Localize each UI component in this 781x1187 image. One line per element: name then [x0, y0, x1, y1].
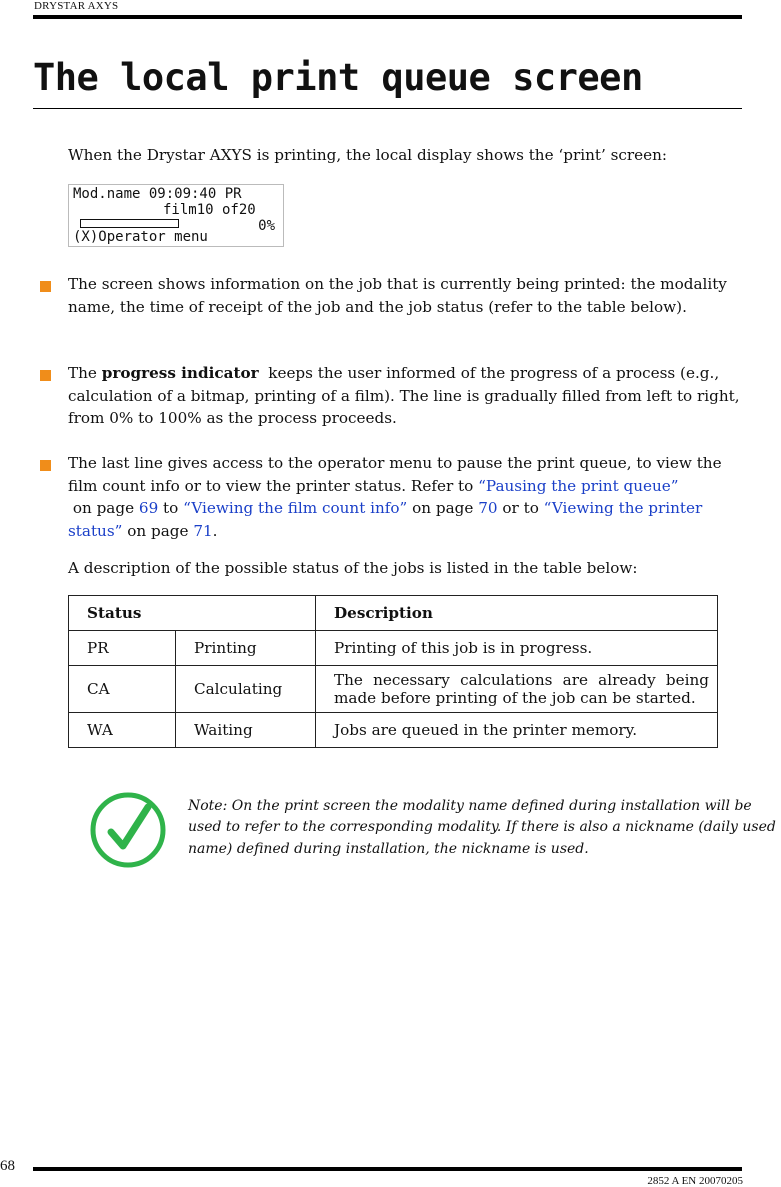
link-page-70[interactable]: 70: [478, 499, 498, 517]
lcd-line-film-count: film10 of20: [163, 202, 256, 218]
table-row: [69, 631, 718, 666]
bullet-operator-menu: The last line gives access to the operator menu to pause the print queue, to view the film count info or to view the printer status. Refer to “Pausing the print queue” on page 69 to “Viewing the film count info” on page 70 or to “Viewing the printer status” on page 71.: [68, 454, 722, 540]
status-code: WA: [69, 713, 176, 748]
document-id: 2852 A EN 20070205: [647, 1175, 743, 1187]
progress-indicator-term: progress indicator: [101, 364, 259, 382]
status-description: Printing of this job is in progress.: [316, 631, 718, 666]
table-row: [69, 713, 718, 748]
page-title: The local print queue screen: [33, 56, 643, 99]
status-description: The necessary calculations are already being made before printing of the job can be started.: [316, 666, 718, 713]
status-description: Jobs are queued in the printer memory.: [316, 713, 718, 748]
lcd-print-screen: [68, 184, 284, 247]
lcd-progress-bar: [80, 219, 179, 228]
footer-rule: [33, 1167, 742, 1171]
page-number: 68: [0, 1158, 15, 1174]
table-header-row: [69, 596, 718, 631]
bullet-marker: [40, 460, 51, 471]
table-intro: A description of the possible status of the jobs is listed in the table below:: [68, 559, 638, 577]
intro-paragraph: When the Drystar AXYS is printing, the local display shows the ‘print’ screen:: [68, 146, 668, 164]
status-code: CA: [69, 666, 176, 713]
note-text: Note: On the print screen the modality name defined during installation will be used to refer to the corresponding modality. If there is also a nickname (daily used name) defined during installation, the nickname is used.: [188, 798, 776, 857]
link-page-71[interactable]: 71: [193, 521, 213, 540]
link-page-69[interactable]: 69: [138, 499, 159, 517]
lcd-line-modality-time-status: Mod.name 09:09:40 PR: [73, 186, 242, 202]
bullet-marker: [40, 370, 51, 381]
lcd-operator-menu-line: (X)Operator menu: [73, 229, 208, 245]
header-description: Description: [316, 596, 718, 631]
status-name: Waiting: [176, 713, 316, 748]
link-viewing-printer-status[interactable]: “Viewing the printer status”: [68, 499, 703, 540]
header-product-label: DRYSTAR AXYS: [34, 0, 119, 12]
link-viewing-film-count-info[interactable]: “Viewing the film count info”: [183, 499, 408, 517]
header-rule: [33, 15, 742, 19]
status-name: Calculating: [176, 666, 316, 713]
link-pausing-print-queue[interactable]: “Pausing the print queue”: [478, 476, 679, 495]
title-rule: [33, 108, 742, 109]
lcd-progress-percent: 0%: [258, 218, 275, 234]
status-code: PR: [69, 631, 176, 666]
bullet-marker: [40, 281, 51, 292]
header-status: Status: [69, 596, 316, 631]
status-name: Printing: [176, 631, 316, 666]
bullet-screen-info: The screen shows information on the job that is currently being printed: the modality name, the time of receipt of the job and the job status (refer to the table below).: [68, 275, 727, 316]
bullet-progress-indicator: The progress indicator keeps the user informed of the progress of a process (e.g., calculation of a bitmap, printing of a film). The line is gradually filled from left to right, from 0% to 100% as the process proceeds.: [68, 364, 745, 427]
status-table: [68, 595, 718, 748]
table-row: [69, 666, 718, 713]
checkmark-icon: [88, 790, 168, 870]
